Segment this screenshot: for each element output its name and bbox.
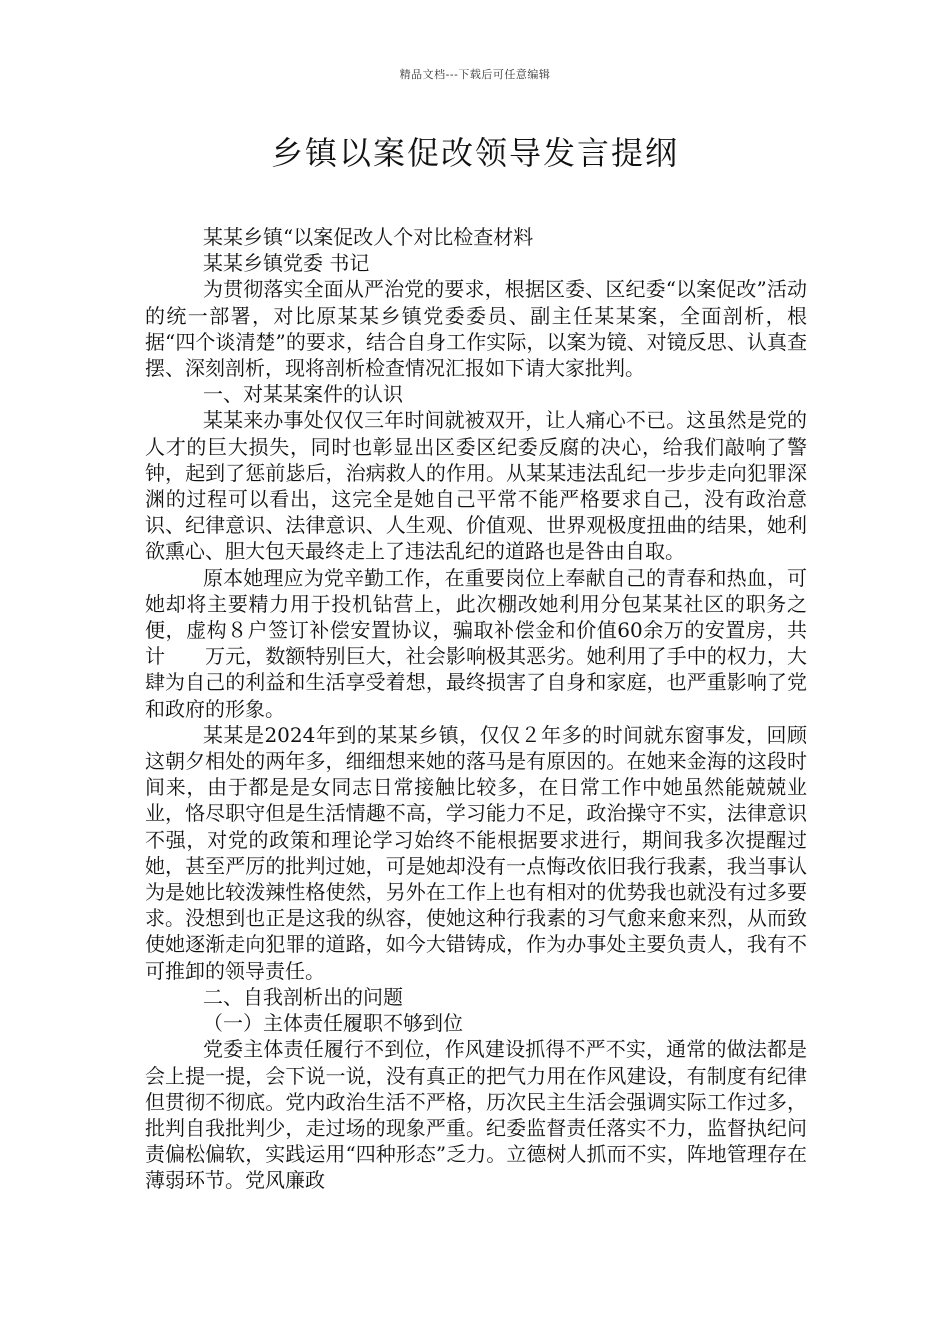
paragraph-author: 某某乡镇党委 书记 xyxy=(203,251,370,276)
paragraph: 原本她理应为党辛勤工作，在重要岗位上奉献自己的青春和热血，可她却将主要精力用于投机钻营上，此次棚改她利用分包某某社区的职务之便，虚构８户签订补偿安置协议，骗取补偿金和价值60余万的安置房，共计 万元，数额特别巨大，社会影响极其恶劣。她利用了手中的权力，大肆为自己的利益和生活享受着想，最终损害了自身和家庭，也严重影响了党和政府的形象。 xyxy=(145,565,807,721)
paragraph: 党委主体责任履行不到位，作风建设抓得不严不实，通常的做法都是会上提一提，会下说一说，没有真正的把气力用在作风建设，有制度有纪律但贯彻不彻底。党内政治生活不严格，历次民主生活会强调实际工作过多，批判自我批判少，走过场的现象严重。纪委监督责任落实不力，监督执纪问责偏松偏软，实践运用“四种形态”乏力。立德树人抓而不实，阵地管理存在薄弱环节。党风廉政 xyxy=(145,1037,807,1193)
document-body xyxy=(145,224,807,1194)
paragraph: 某某来办事处仅仅三年时间就被双开，让人痛心不已。这虽然是党的人才的巨大损失，同时也彰显出区委区纪委反腐的决心，给我们敲响了警钟，起到了惩前毖后，治病救人的作用。从某某违法乱纪一步步走向犯罪深渊的过程可以看出，这完全是她自己平常不能严格要求自己，没有政治意识、纪律意识、法律意识、人生观、价值观、世界观极度扭曲的结果，她利欲熏心、胆大包天最终走上了违法乱纪的道路也是咎由自取。 xyxy=(145,408,807,564)
subsection-heading-1: （一）主体责任履职不够到位 xyxy=(203,1011,463,1036)
header-note: 精品文档---下载后可任意编辑 xyxy=(399,68,551,81)
section-heading-2: 二、自我剖析出的问题 xyxy=(203,984,403,1009)
paragraph: 某某是2024年到的某某乡镇，仅仅２年多的时间就东窗事发，回顾这朝夕相处的两年多，细细想来她的落马是有原因的。在她来金海的这段时间来，由于都是是女同志日常接触比较多，在日常工作中她虽然能兢兢业业，恪尽职守但是生活情趣不高，学习能力不足，政治操守不实，法律意识不强，对党的政策和理论学习始终不能根据要求进行，期间我多次提醒过她，甚至严厉的批判过她，可是她却没有一点悔改依旧我行我素，我当事认为是她比较泼辣性格使然，另外在工作上也有相对的优势我也就没有过多要求。没想到也正是这我的纵容，使她这种行我素的习气愈来愈来烈，从而致使她逐渐走向犯罪的道路，如今大错铸成，作为办事处主要负责人，我有不可推卸的领导责任。 xyxy=(145,722,807,983)
section-heading-1: 一、对某某案件的认识 xyxy=(203,382,403,407)
paragraph-intro: 为贯彻落实全面从严治党的要求，根据区委、区纪委“以案促改”活动的统一部署，对比原某某乡镇党委委员、副主任某某案，全面剖析，根据“四个谈清楚”的要求，结合自身工作实际，以案为镜、对镜反思、认真查摆、深刻剖析，现将剖析检查情况汇报如下请大家批判。 xyxy=(145,277,807,381)
paragraph-subtitle: 某某乡镇“以案促改人个对比检查材料 xyxy=(203,225,534,249)
document-title: 乡镇以案促改领导发言提纲 xyxy=(270,134,679,172)
